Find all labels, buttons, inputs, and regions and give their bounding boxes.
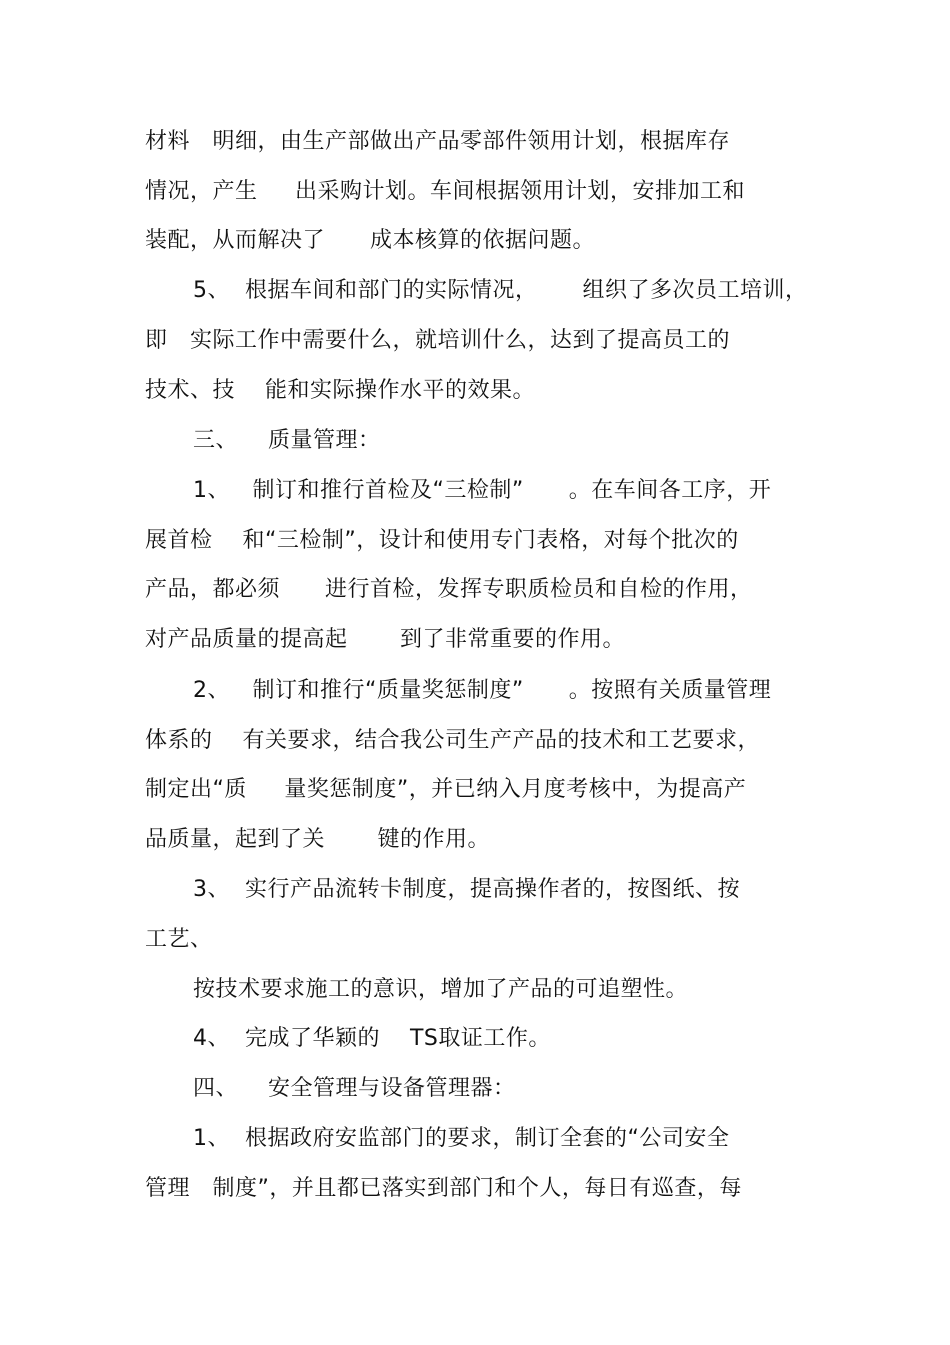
- text-line: 制定出“质 量奖惩制度”，并已纳入月度考核中，为提高产: [145, 777, 747, 802]
- text-line: 1、 根据政府安监部门的要求，制订全套的“公司安全: [193, 1126, 730, 1151]
- text-line: 按技术要求施工的意识，增加了产品的可追塑性。: [193, 977, 689, 1002]
- text-line: 技术、技 能和实际操作水平的效果。: [145, 378, 535, 403]
- text-line: 1、 制订和推行首检及“三检制” 。在车间各工序，开: [193, 478, 772, 503]
- text-line: 2、 制订和推行“质量奖惩制度” 。按照有关质量管理: [193, 678, 772, 703]
- text-line: 材料 明细，由生产部做出产品零部件领用计划，根据库存: [145, 129, 730, 154]
- text-line: 5、 根据车间和部门的实际情况， 组织了多次员工培训，: [193, 278, 808, 303]
- text-line: 体系的 有关要求，结合我公司生产产品的技术和工艺要求，: [145, 728, 760, 753]
- text-line: 装配，从而解决了 成本核算的依据问题。: [145, 228, 595, 253]
- text-line: 对产品质量的提高起 到了非常重要的作用。: [145, 627, 625, 652]
- text-line: 产品，都必须 进行首检，发挥专职质检员和自检的作用，: [145, 577, 753, 602]
- text-line: 管理 制度”，并且都已落实到部门和个人，每日有巡查，每: [145, 1176, 742, 1201]
- text-line: 3、 实行产品流转卡制度，提高操作者的，按图纸、按: [193, 877, 740, 902]
- text-line: 情况，产生 出采购计划。车间根据领用计划，安排加工和: [145, 179, 745, 204]
- section-heading: 三、 质量管理：: [193, 428, 381, 453]
- text-line: 即 实际工作中需要什么，就培训什么，达到了提高员工的: [145, 328, 730, 353]
- text-line: 工艺、: [145, 927, 213, 952]
- text-line: 品质量，起到了关 键的作用。: [145, 827, 490, 852]
- text-line: 展首检 和“三检制”，设计和使用专门表格，对每个批次的: [145, 528, 739, 553]
- text-line: 4、 完成了华颖的 TS取证工作。: [193, 1026, 551, 1051]
- section-heading: 四、 安全管理与设备管理器：: [193, 1076, 516, 1101]
